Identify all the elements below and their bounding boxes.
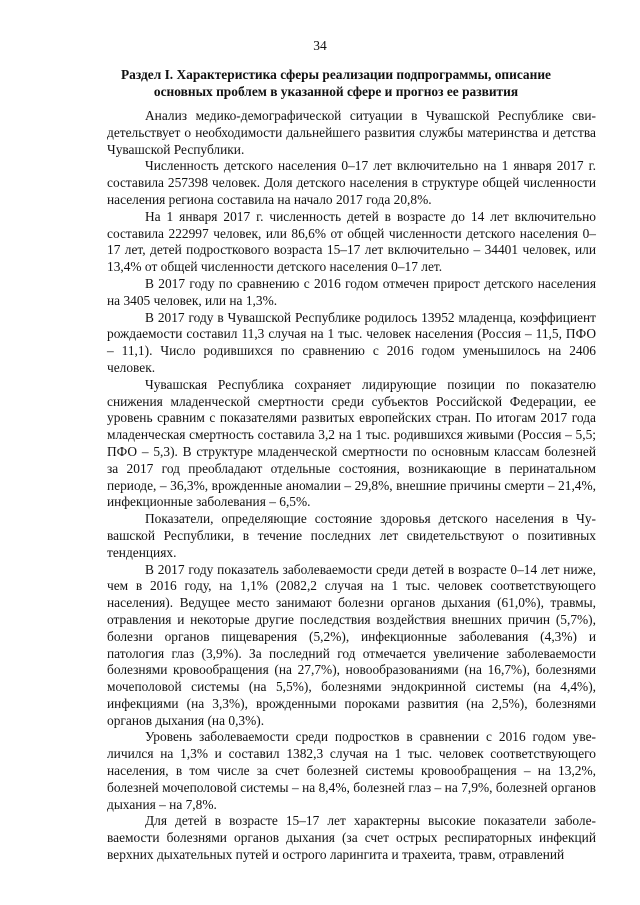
paragraph: В 2017 году показатель заболеваемости среди детей в возрасте 0–14 лет ниже, чем в 2016 году, на 1,1% (2082,2 случая на 1 тыс. человек соответствующего населения). Ведущее место занимают болезни органов дыхания (61,0%), травмы, отравления и некоторые другие последствия воздействия внешних причин (5,7%), болезни органов пищеварения (5,2%), инфекционные заболевания (4,3%) и патология глаз (3,9%). За последний год отмечается увеличение заболеваемости болезнями кровообращения (на 27,7%), новообразованиями (на 16,7%), болезнями мочеполовой системы (на 5,5%), болезнями эндокринной системы (на 4,4%), инфекциями (на 3,3%), врожденными пороками развития (на 2,5%), болезнями органов дыхания (на 0,3%). (107, 561, 596, 728)
paragraph: Показатели, определяющие состояние здоровья детского населения в Чувашской Республики, в течение последних лет свидетельствуют о позитивных тенденциях. (107, 511, 596, 560)
section-heading (96, 66, 576, 100)
paragraph: Численность детского населения 0–17 лет включительно на 1 января 2017 г. составила 257398 человек. Доля детского населения в структуре общей численности населения региона составила на начало 2017 года 20,8%. (107, 158, 596, 207)
section-heading-line-2: основных проблем в указанной сфере и прогноз ее развития (153, 84, 519, 99)
paragraph: В 2017 году в Чувашской Республике родилось 13952 младенца, коэффициент рождаемости составил 11,3 случая на 1 тыс. человек населения (Россия – 11,5, ПФО – 11,1). Число родившихся по сравнению с 2016 годом уменьшилось на 2406 человек. (107, 309, 596, 375)
paragraph: Для детей в возрасте 15–17 лет характерны высокие показатели заболеваемости болезнями органов дыхания (за счет острых респираторных инфекций верхних дыхательных путей и острого ларингита и трахеита, травм, отравлений (107, 813, 596, 863)
page-number: 34 (313, 38, 327, 53)
paragraph: Чувашская Республика сохраняет лидирующие позиции по показателю снижения младенческой смертности среди субъектов Российской Федерации, ее уровень сравним с показателями развитых европейских стран. По итогам 2017 года младенческая смертность составила 3,2 на 1 тыс. родившихся живыми (Россия – 5,5; ПФО – 5,3). В структуре младенческой смертности по основным классам болезней за 2017 год преобладают отдельные состояния, возникающие в перинатальном периоде, – 36,3%, врожденные аномалии – 29,8%, внешние причины смерти – 21,4%, инфекционные заболевания – 6,5%. (107, 376, 596, 510)
paragraph: Уровень заболеваемости среди подростков в сравнении с 2016 годом увеличился на 1,3% и составил 1382,3 случая на 1 тыс. человек соответствующего населения, в том числе за счет болезней системы кровообращения – на 13,2%, болезней мочеполовой системы – на 8,4%, болезней глаз – на 7,9%, болезней органов дыхания – на 7,8%. (107, 729, 596, 812)
paragraph: В 2017 году по сравнению с 2016 годом отмечен прирост детского населения на 3405 человек, или на 1,3%. (107, 275, 596, 308)
body-text (107, 108, 596, 864)
section-heading-line-1: Раздел I. Характеристика сферы реализации подпрограммы, описание (121, 67, 551, 82)
paragraph: На 1 января 2017 г. численность детей в возрасте до 14 лет включительно составила 222997 человек, или 86,6% от общей численности детского населения 0–17 лет, детей подросткового возраста 15–17 лет включительно – 34401 человек, или 13,4% от общей численности детского населения 0–17 лет. (107, 208, 596, 275)
paragraph: Анализ медико-демографической ситуации в Чувашской Республике свидетельствует о необходимости дальнейшего развития службы материнства и детства Чувашской Республики. (107, 108, 596, 157)
